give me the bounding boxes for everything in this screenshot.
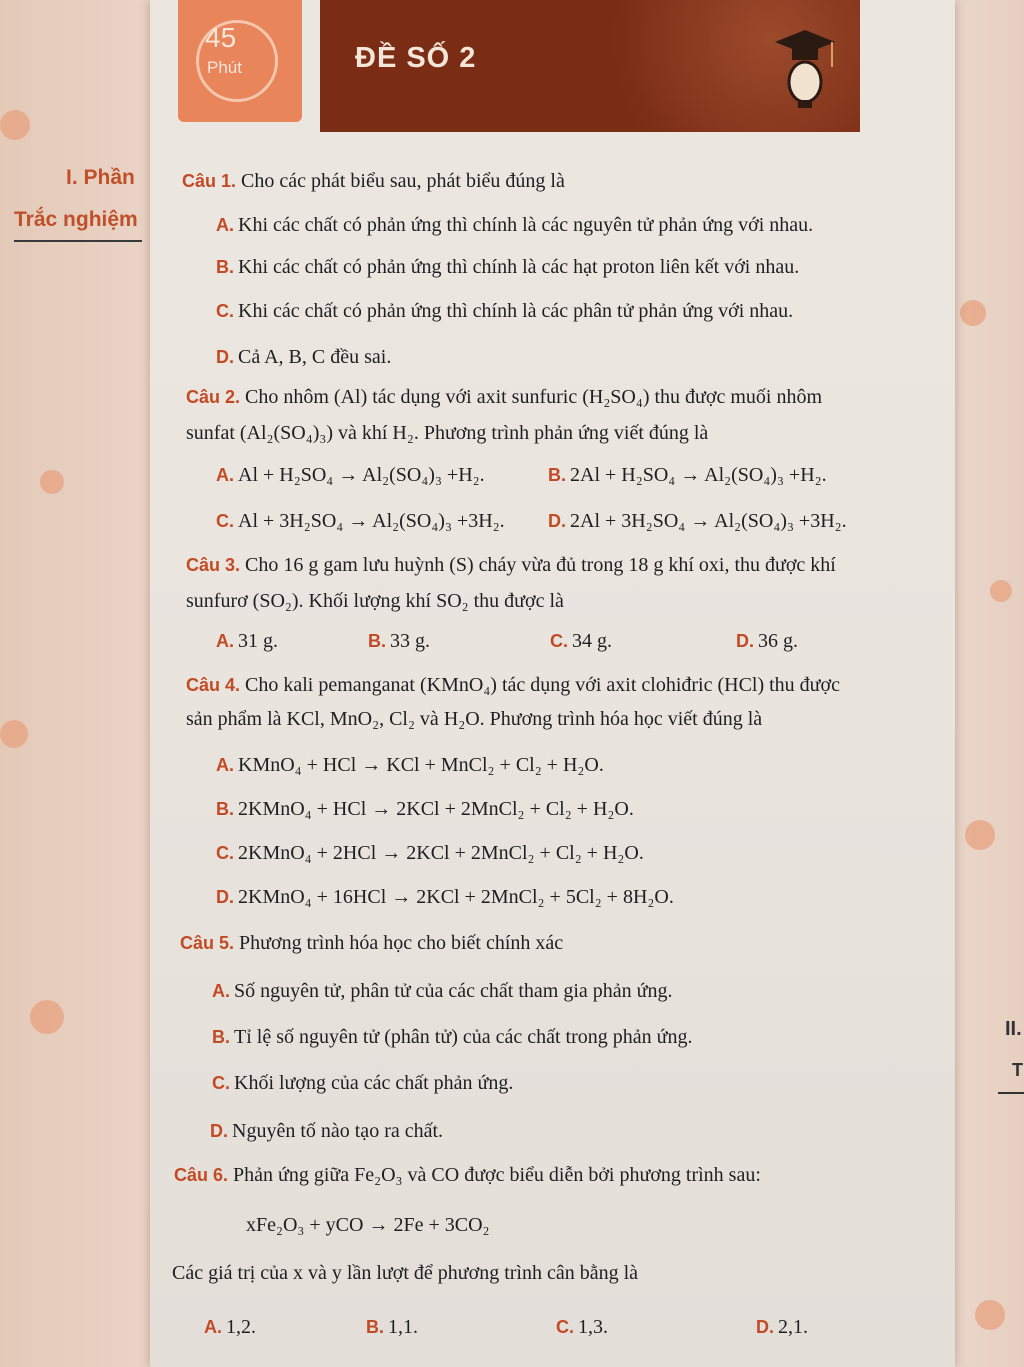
answer-option: B. Tỉ lệ số nguyên tử (phân tử) của các chất trong phản ứng. (212, 1026, 693, 1048)
answer-option: A. 1,2. (204, 1316, 256, 1338)
part-two-label: II. (1005, 1018, 1022, 1040)
question-line: Câu 1. Cho các phát biểu sau, phát biểu đúng là (182, 170, 565, 192)
answer-option: A. Al + H₂SO₄ → Al₂(SO₄)₃ +H₂. (216, 464, 485, 486)
answer-option: C. 1,3. (556, 1316, 608, 1338)
section-name-label: Trắc nghiệm (14, 208, 138, 231)
answer-option: D. 2Al + 3H₂SO₄ → Al₂(SO₄)₃ +3H₂. (548, 510, 847, 532)
decor-dot (975, 1300, 1005, 1330)
answer-option: C. Al + 3H₂SO₄ → Al₂(SO₄)₃ +3H₂. (216, 510, 505, 532)
answer-option: B. Khi các chất có phản ứng thì chính là các hạt proton liên kết với nhau. (216, 256, 800, 278)
answer-option: C. 2KMnO₄ + 2HCl → 2KCl + 2MnCl₂ + Cl₂ + H₂O. (216, 842, 644, 864)
answer-option: D. 36 g. (736, 630, 798, 652)
answer-option: B. 1,1. (366, 1316, 418, 1338)
question-line: Các giá trị của x và y lần lượt để phương trình cân bằng là (172, 1262, 639, 1284)
exam-title: ĐỀ SỐ 2 (355, 42, 477, 74)
question-line: sản phẩm là KCl, MnO₂, Cl₂ và H₂O. Phương trình hóa học viết đúng là (186, 708, 763, 730)
question-line: Câu 4. Cho kali pemanganat (KMnO₄) tác dụng với axit clohiđric (HCl) thu được (186, 674, 840, 696)
section-underline (14, 240, 142, 242)
decor-dot (990, 580, 1012, 602)
answer-option: C. Khi các chất có phản ứng thì chính là các phân tử phản ứng với nhau. (216, 300, 794, 322)
timer-number: 45 (205, 22, 237, 53)
question-line: sunfat (Al₂(SO₄)₃) và khí H₂. Phương trình phản ứng viết đúng là (186, 422, 709, 444)
answer-option: C. 34 g. (550, 630, 612, 652)
decor-dot (40, 470, 64, 494)
answer-option: C. Khối lượng của các chất phản ứng. (212, 1072, 514, 1094)
answer-option: B. 2KMnO₄ + HCl → 2KCl + 2MnCl₂ + Cl₂ + H₂O. (216, 798, 634, 820)
answer-option: B. 33 g. (368, 630, 430, 652)
equation-line: xFe₂O₃ + yCO → 2Fe + 3CO₂ (246, 1214, 490, 1236)
answer-option: A. 31 g. (216, 630, 278, 652)
decor-dot (0, 720, 28, 748)
answer-option: D. Cả A, B, C đều sai. (216, 346, 392, 368)
decor-dot (30, 1000, 64, 1034)
answer-option: B. 2Al + H₂SO₄ → Al₂(SO₄)₃ +H₂. (548, 464, 827, 486)
graduation-cap-icon (770, 12, 840, 112)
timer-unit: Phút (207, 58, 242, 77)
question-line: Câu 3. Cho 16 g gam lưu huỳnh (S) cháy vừa đủ trong 18 g khí oxi, thu được khí (186, 554, 836, 576)
answer-option: D. 2,1. (756, 1316, 808, 1338)
question-line: Câu 2. Cho nhôm (Al) tác dụng với axit sunfuric (H₂SO₄) thu được muối nhôm (186, 386, 823, 408)
answer-option: A. KMnO₄ + HCl → KCl + MnCl₂ + Cl₂ + H₂O. (216, 754, 604, 776)
part-two-underline (998, 1092, 1024, 1094)
section-part-label: I. Phần (66, 166, 135, 189)
answer-option: A. Số nguyên tử, phân tử của các chất tham gia phản ứng. (212, 980, 673, 1002)
part-two-fragment: T (1012, 1060, 1023, 1080)
question-line: sunfurơ (SO₂). Khối lượng khí SO₂ thu được là (186, 590, 564, 612)
answer-option: A. Khi các chất có phản ứng thì chính là các nguyên tử phản ứng với nhau. (216, 214, 814, 236)
question-line: Câu 6. Phản ứng giữa Fe₂O₃ và CO được biểu diễn bởi phương trình sau: (174, 1164, 761, 1186)
question-line: Câu 5. Phương trình hóa học cho biết chính xác (180, 932, 564, 954)
decor-dot (960, 300, 986, 326)
decor-dot (965, 820, 995, 850)
answer-option: D. 2KMnO₄ + 16HCl → 2KCl + 2MnCl₂ + 5Cl₂ + 8H₂O. (216, 886, 674, 908)
decor-dot (0, 110, 30, 140)
answer-option: D. Nguyên tố nào tạo ra chất. (210, 1120, 444, 1142)
